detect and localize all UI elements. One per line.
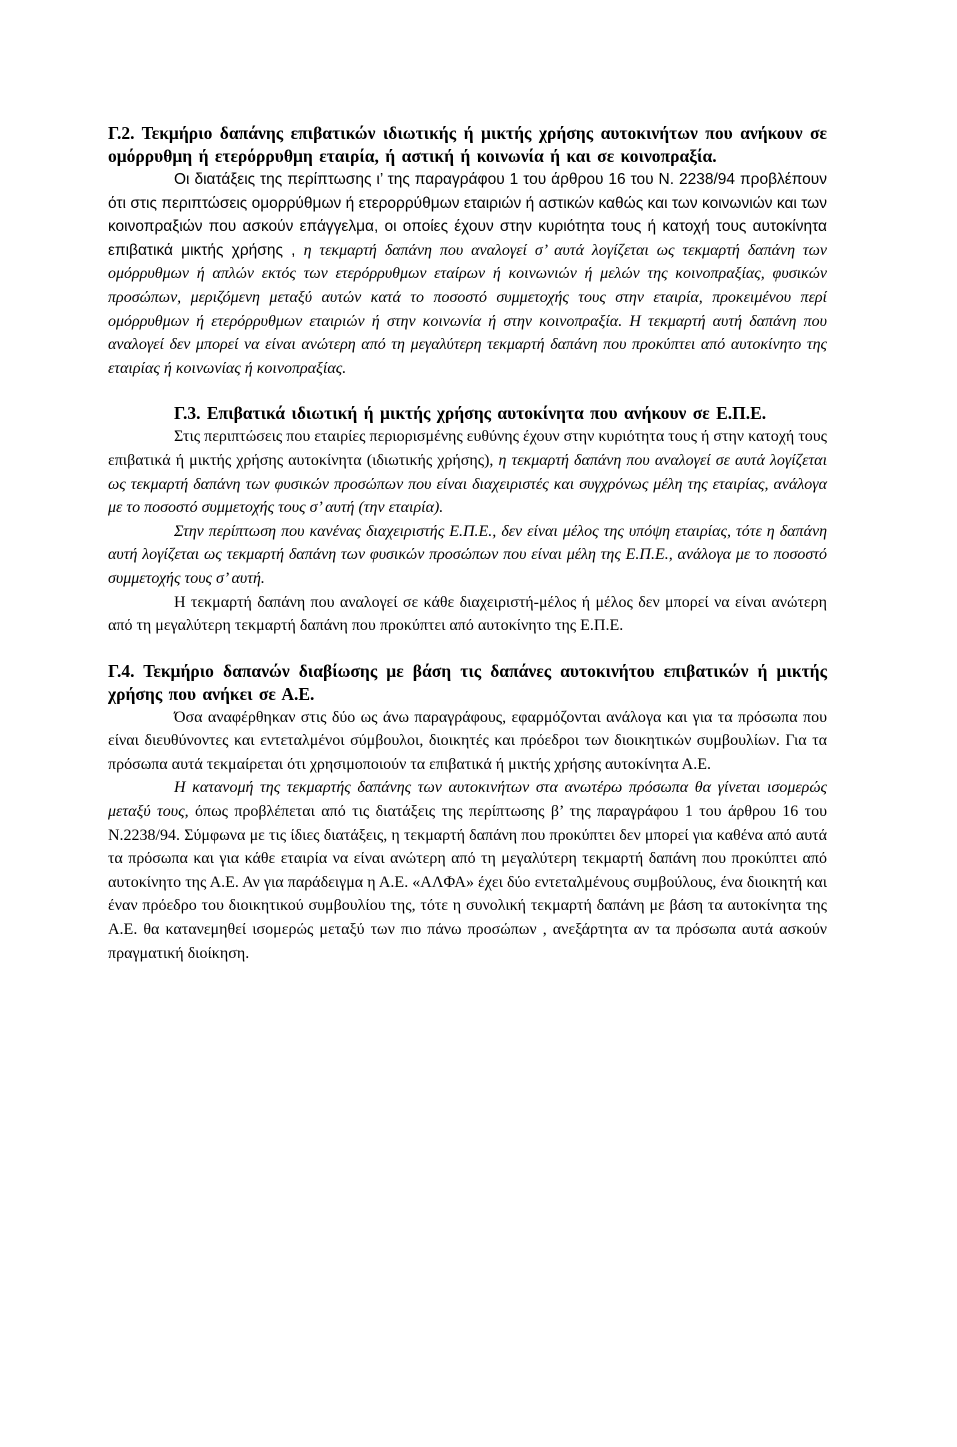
paragraph: Όσα αναφέρθηκαν στις δύο ως άνω παραγράφους, εφαρμόζονται ανάλογα και για τα πρόσωπα που είναι διευθύνοντες και εντεταλμένοι σύμβουλοι, διοικητές και πρόεδροι των διοικητικών συμβουλίων. Για τα πρόσωπα αυτά τεκμαίρεται ότι χρησιμοποιούν τα επιβατικά ή μικτής χρήσης αυτοκίνητα Α.Ε. — [108, 708, 827, 773]
paragraph — [108, 776, 827, 965]
paragraph: Στην περίπτωση που κανένας διαχειριστής Ε.Π.Ε., δεν είναι μέλος της υπόψη εταιρίας, τότε η δαπάνη αυτή λογίζεται ως τεκμαρτή δαπάνη των φυσικών προσώπων που είναι μέλη της Ε.Π.Ε., ανάλογα με το ποσοστό συμμετοχής τους σ’ αυτή. — [108, 522, 827, 587]
section-heading: Γ.3. Επιβατικά ιδιωτική ή μικτής χρήσης αυτοκίνητα που ανήκουν σε Ε.Π.Ε. — [174, 403, 767, 424]
section-g3 — [108, 402, 827, 637]
paragraph-italic-text: η τεκμαρτή δαπάνη που αναλογεί σ’ αυτά λογίζεται ως τεκμαρτή δαπάνη των ομόρρυθμων ή απλών εκτός των ετερόρρυθμων εταίρων ή κοινωνιών ή μελών της κοινοπραξίας, φυσικών προσώπων, μεριζόμενη μεταξύ αυτών κατά το ποσοστό συμμετοχής τους στην εταιρία, προκειμένου περί ομόρρυθμων ή ετερόρρυθμων εταιριών ή στην κοινωνία ή στην κοινοπραξία. Η τεκμαρτή αυτή δαπάνη που αναλογεί δεν μπορεί να είναι ανώτερη από τη μεγαλύτερη τεκμαρτή δαπάνη που προκύπτει από αυτοκίνητο της εταιρίας ή κοινωνίας ή κοινοπραξίας. — [108, 241, 827, 377]
section-g2 — [108, 122, 827, 380]
paragraph-italic-text: Η κατανομή της τεκμαρτής δαπάνης των αυτοκινήτων στα ανωτέρω πρόσωπα θα γίνεται ισομερώς μεταξύ τους, — [108, 779, 827, 821]
paragraph-italic-text: η τεκμαρτή δαπάνη που αναλογεί σε αυτά λογίζεται ως τεκμαρτή δαπάνη των φυσικών προσώπων που είναι διαχειριστές και συγχρόνως μέλη της εταιρίας, ανάλογα με το ποσοστό συμμετοχής τους σ’ αυτή (την εταιρία). — [108, 451, 828, 517]
document-page — [108, 122, 827, 987]
paragraph — [108, 168, 827, 380]
paragraph — [108, 425, 827, 519]
paragraph-text: Οι διατάξεις της περίπτωσης ι’ της παραγράφου 1 του άρθρου 16 του Ν. 2238/94 προβλέπουν ότι στις περιπτώσεις ομορρύθμων ή ετερορρύθμων εταιριών ή αστικών καθώς και των κοινωνιών και των κοινοπραξιών που ασκούν επάγγελμα, οι οποίες έχουν στην κυριότητα τους ή κατοχή τους αυτοκίνητα επιβατικά μικτής χρήσης , — [108, 171, 827, 259]
section-heading: Γ.4. Τεκμήριο δαπανών διαβίωσης με βάση τις δαπάνες αυτοκινήτου επιβατικών ή μικτής χρήσης που ανήκει σε Α.Ε. — [108, 660, 827, 704]
section-g4 — [108, 660, 827, 966]
paragraph-text: Στις περιπτώσεις που εταιρίες περιορισμένης ευθύνης έχουν στην κυριότητα τους ή στην κατοχή τους επιβατικά ή μικτής χρήσης αυτοκίνητα (ιδιωτικής χρήσης), — [108, 428, 827, 469]
paragraph: Η τεκμαρτή δαπάνη που αναλογεί σε κάθε διαχειριστή-μέλος ή μέλος δεν μπορεί να είναι ανώτερη από τη μεγαλύτερη τεκμαρτή δαπάνη που προκύπτει από αυτοκίνητο της Ε.Π.Ε. — [108, 593, 827, 635]
section-heading: Γ.2. Τεκμήριο δαπάνης επιβατικών ιδιωτικής ή μικτής χρήσης αυτοκινήτων που ανήκουν σε ομόρρυθμη ή ετερόρρυθμη εταιρία, ή αστική ή κοινωνία ή και σε κοινοπραξία. — [108, 123, 827, 166]
paragraph-text: όπως προβλέπεται από τις διατάξεις της περίπτωσης β’ της παραγράφου 1 του άρθρου 16 του Ν.2238/94. Σύμφωνα με τις ίδιες διατάξεις, η τεκμαρτή δαπάνη που προκύπτει δεν μπορεί για καθένα από αυτά τα πρόσωπα και για κάθε εταιρία να είναι ανώτερη από τη μεγαλύτερη τεκμαρτή δαπάνη που προκύπτει από αυτοκίνητο της Α.Ε. Αν για παράδειγμα η Α.Ε. «ΑΛΦΑ» έχει δύο εντεταλμένους συμβούλους, ένα διοικητή και έναν πρόεδρο του διοικητικού συμβουλίου της, τότε η συνολική τεκμαρτή δαπάνη με βάση τα αυτοκίνητα της Α.Ε. θα κατανεμηθεί ισομερώς μεταξύ των πιο πάνω προσώπων , ανεξάρτητα αν τα πρόσωπα αυτά ασκούν πραγματική διοίκηση. — [108, 803, 828, 962]
